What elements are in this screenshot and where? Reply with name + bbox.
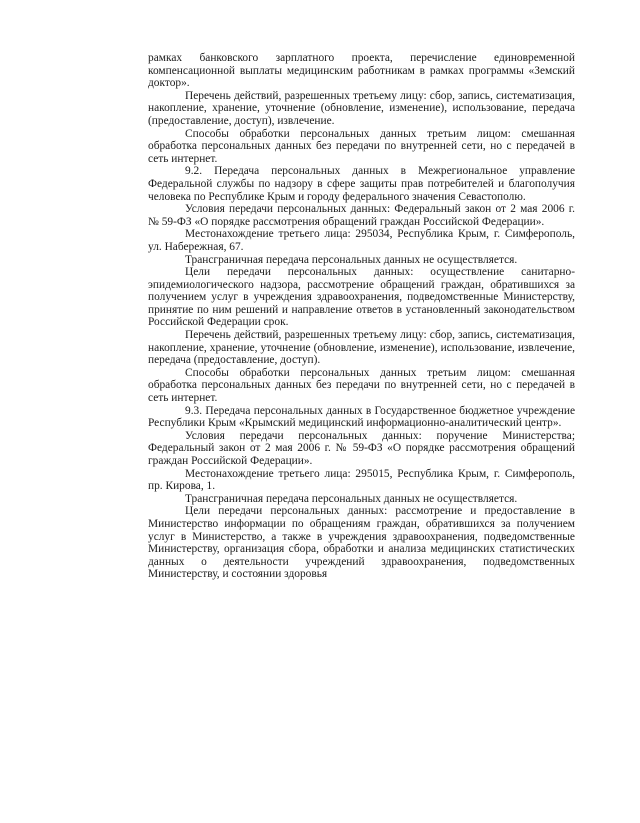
paragraph-1: рамках банковского зарплатного проекта, перечисление единовременной компенсационной выплаты медицинским работникам в рамках программы «Земский доктор». xyxy=(148,52,575,90)
paragraph-15: Цели передачи персональных данных: рассмотрение и предоставление в Министерство информации по обращениям граждан, обратившихся за получением услуг в Министерство, а также в учреждения здравоохранения, подведомственные Министерству, организация сбора, обработки и анализа медицинских статистических данных о деятельности учреждений здравоохранения, подведомственных Министерству, и состоянии здоровья xyxy=(148,505,575,581)
paragraph-11: 9.3. Передача персональных данных в Государственное бюджетное учреждение Республики Крым «Крымский медицинский информационно-аналитический центр». xyxy=(148,404,575,430)
paragraph-4: 9.2. Передача персональных данных в Межрегиональное управление Федеральной службы по надзору в сфере защиты прав потребителей и благополучия человека по Республике Крым и городу федерального значения Севастополю. xyxy=(148,165,575,203)
paragraph-12: Условия передачи персональных данных: поручение Министерства; Федеральный закон от 2 мая 2006 г. № 59-ФЗ «О порядке рассмотрения обращений граждан Российской Федерации». xyxy=(148,429,575,467)
paragraph-10: Способы обработки персональных данных третьим лицом: смешанная обработка персональных данных без передачи по внутренней сети, но с передачей в сеть интернет. xyxy=(148,366,575,405)
paragraph-2: Перечень действий, разрешенных третьему лицу: сбор, запись, систематизация, накопление, хранение, уточнение (обновление, изменение), использование, передача (предоставление, доступ), извлечение. xyxy=(148,89,575,127)
paragraph-3: Способы обработки персональных данных третьим лицом: смешанная обработка персональных данных без передачи по внутренней сети, но с передачей в сеть интернет. xyxy=(148,127,575,165)
paragraph-14: Трансграничная передача персональных данных не осуществляется. xyxy=(185,492,518,505)
paragraph-8: Цели передачи персональных данных: осуществление санитарно-эпидемиологического надзора, рассмотрение обращений граждан, обратившихся за получением услуг в учреждения здравоохранения, подведомственные Министерству, принятие по ним решений и направление ответов в установленный законодательством Российской Федерации срок. xyxy=(148,266,575,329)
paragraph-5: Условия передачи персональных данных: Федеральный закон от 2 мая 2006 г. № 59-ФЗ «О порядке рассмотрения обращений граждан Российской Федерации». xyxy=(148,203,575,228)
paragraph-13: Местонахождение третьего лица: 295015, Республика Крым, г. Симферополь, пр. Кирова, 1. xyxy=(148,467,575,493)
paragraph-7: Трансграничная передача персональных данных не осуществляется. xyxy=(185,253,518,266)
paragraph-6: Местонахождение третьего лица: 295034, Республика Крым, г. Симферополь, ул. Набережная, 67. xyxy=(148,228,575,253)
paragraph-9: Перечень действий, разрешенных третьему лицу: сбор, запись, систематизация, накопление, хранение, уточнение (обновление, изменение), использование, извлечение, передача (предоставление, доступ). xyxy=(148,329,575,367)
document-page xyxy=(148,52,575,581)
